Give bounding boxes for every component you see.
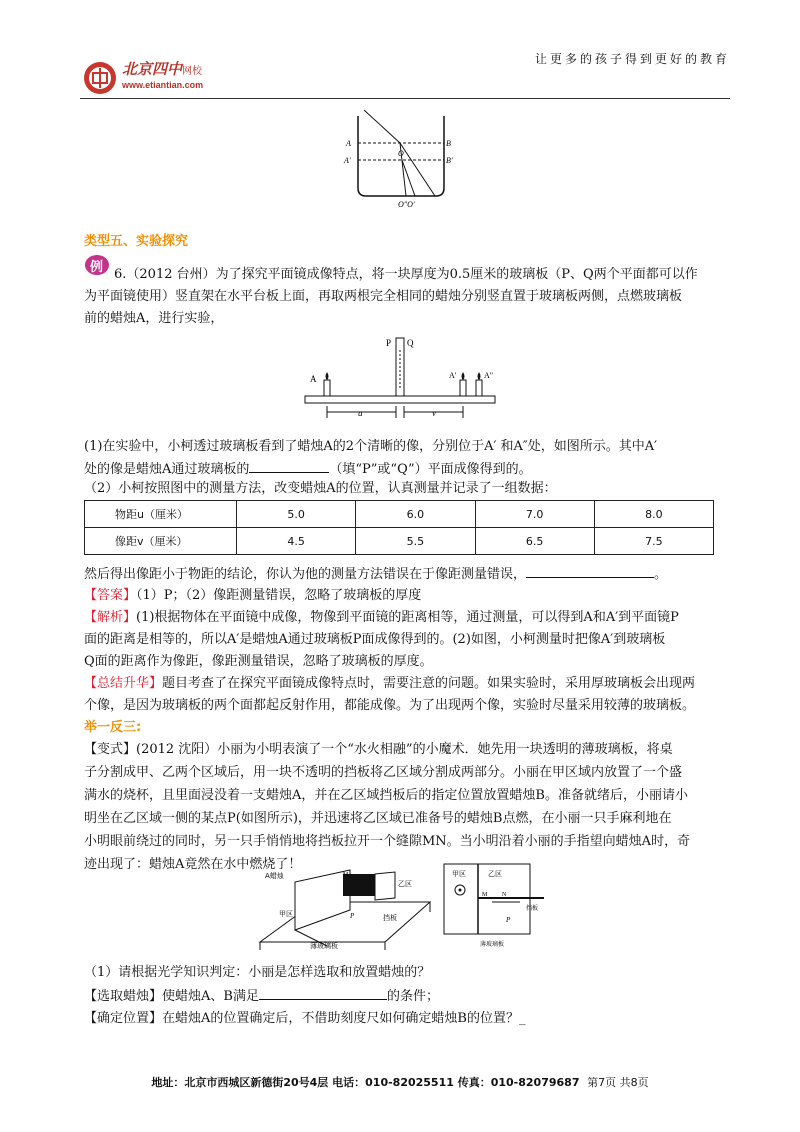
answer: 【答案】（1）P；（2）像距测量错误，忽略了玻璃板的厚度: [84, 588, 422, 603]
label-top-jia: 甲区: [452, 870, 466, 878]
example-badge: 例: [84, 254, 110, 276]
label-P: P: [386, 338, 392, 348]
label-A: A: [346, 139, 351, 148]
page-footer: 地址：北京市西城区新德街20号4层 电话：010-82025511 传真：010-82079687 第7页 共8页: [151, 1076, 649, 1089]
variant-position-candle: 【确定位置】在蜡烛A的位置确定后，不借助刻度尺如何确定蜡烛B的位置？_: [84, 1011, 526, 1026]
answer-tag: 【答案】: [84, 588, 137, 603]
label-top-thin-glass: 薄玻璃板: [480, 941, 505, 948]
magic-setup-top-view-figure: [440, 860, 550, 952]
logo-url: www.etiantian.com: [122, 80, 204, 90]
analysis-tag: 【解析】: [84, 610, 137, 625]
label-u: u: [358, 408, 363, 418]
label-top-baffle: 挡板: [526, 905, 539, 912]
label-thin-glass: 薄玻璃板: [310, 942, 338, 950]
analysis: 【解析】(1)根据物体在平面镜中成像，物像到平面镜的距离相等，通过测量，可以得到A和A′到平面镜P 面的距离是相等的，所以A′是蜡烛A通过玻璃板P面成像得到的。(2)如图，小柯测量时把像A′到玻璃板 Q面的距离作为像距，像距测量错误，忽略了玻璃板的厚度。: [84, 610, 679, 669]
table-row: 像距v（厘米） 4.5 5.5 6.5 7.5: [85, 528, 714, 555]
answer-blank-2[interactable]: [526, 563, 654, 578]
logo: [82, 60, 118, 96]
label-image-A2: A": [484, 371, 494, 380]
measurement-table: [84, 500, 714, 555]
label-P-point: P: [350, 912, 355, 920]
label-baffle: 挡板: [383, 914, 397, 922]
answer-blank-1[interactable]: [249, 458, 329, 473]
label-image-A1: A': [449, 371, 457, 380]
label-candle-A-zone: A蜡烛: [265, 872, 284, 880]
label-top-P: P: [506, 916, 511, 924]
label-top-N: N: [502, 892, 507, 898]
label-A-prime: A': [344, 156, 351, 165]
label-top-M: M: [482, 892, 488, 898]
summary: 【总结升华】题目考查了在探究平面镜成像特点时，需要注意的问题。如果实验时，采用厚玻璃板会出现两 个像，是因为玻璃板的两个面都起反射作用，都能成像。为了出现两个像，实验时尽量采用较薄的玻璃板。: [84, 676, 696, 713]
variant-problem: 【变式】(2012 沈阳）小丽为小明表演了一个“水火相融”的小魔术．她先用一块透明的薄玻璃板，将桌 子分割成甲、乙两个区域后，用一块不透明的挡板将乙区域分割成两部分。小丽在甲区域内放置了一个盛 满水的烧杯，且里面浸没着一支蜡烛A，并在乙区域挡板后的指定位置放置蜡烛B。准备就绪后，小丽请小 明坐在乙区域一侧的某点P(如图所示)，并迅速将乙区域已准备号的蜡烛B点燃，在小丽一只手麻利地在 小明眼前绕过的同时，另一只手悄悄地将挡板拉开一个缝隙MN。当小明沿着小丽的手指望向蜡烛A时，奇 迹出现了：蜡烛A竟然在水中燃烧了！: [84, 742, 691, 872]
answer-blank-3[interactable]: [259, 985, 387, 1000]
label-top-yi: 乙区: [488, 870, 502, 878]
label-O-pair: O"O': [398, 200, 415, 209]
practice-heading: 举一反三:: [84, 720, 142, 735]
refraction-figure: [340, 108, 470, 214]
page-number: 第7页 共8页: [587, 1076, 649, 1089]
summary-tag: 【总结升华】: [84, 676, 163, 691]
label-Q: Q: [407, 338, 414, 348]
label-zone-yi: 乙区: [398, 880, 412, 888]
header-divider: [80, 98, 730, 99]
table-row: 物距u（厘米） 5.0 6.0 7.0 8.0: [85, 501, 714, 528]
question-2b: 然后得出像距小于物距的结论，你认为他的测量方法错误在于像距测量错误， 。: [84, 563, 716, 586]
question-1: (1)在实验中，小柯透过玻璃板看到了蜡烛A的2个清晰的像，分别位于A′ 和A″处，如图所示。其中A′ 处的像是蜡烛A通过玻璃板的 （填“P”或“Q”）平面成像得到的。: [84, 439, 658, 477]
problem-text: 6.（2012 台州）为了探究平面镜成像特点，将一块厚度为0.5厘米的玻璃板（P、Q两个平面都可以作 为平面镜使用）竖直架在水平台板上面，再取两根完全相同的蜡烛分别竖直置于玻璃板两侧，点燃玻璃板 前的蜡烛A，进行实验，: [84, 267, 698, 326]
label-M-left: M: [343, 872, 349, 878]
label-v: v: [432, 408, 436, 418]
label-O: O: [398, 149, 404, 158]
magic-setup-perspective-figure: [255, 862, 435, 952]
variant-select-candle: 【选取蜡烛】使蜡烛A、B满足 的条件；: [84, 985, 716, 1008]
candle-experiment-figure: [300, 330, 500, 430]
header-slogan: 让更多的孩子得到更好的教育: [534, 52, 730, 66]
label-zone-jia: 甲区: [279, 910, 293, 918]
variant-question-1: （1）请根据光学知识判定：小丽是怎样选取和放置蜡烛的？: [84, 965, 431, 980]
label-B: B: [446, 139, 451, 148]
label-candle-A: A: [310, 374, 317, 384]
label-B-prime: B': [446, 156, 453, 165]
section-title: 类型五、实验探究: [84, 234, 189, 249]
logo-text: 北京四中网校: [122, 60, 203, 78]
question-2: （2）小柯按照图中的测量方法，改变蜡烛A的位置，认真测量并记录了一组数据：: [84, 481, 557, 496]
